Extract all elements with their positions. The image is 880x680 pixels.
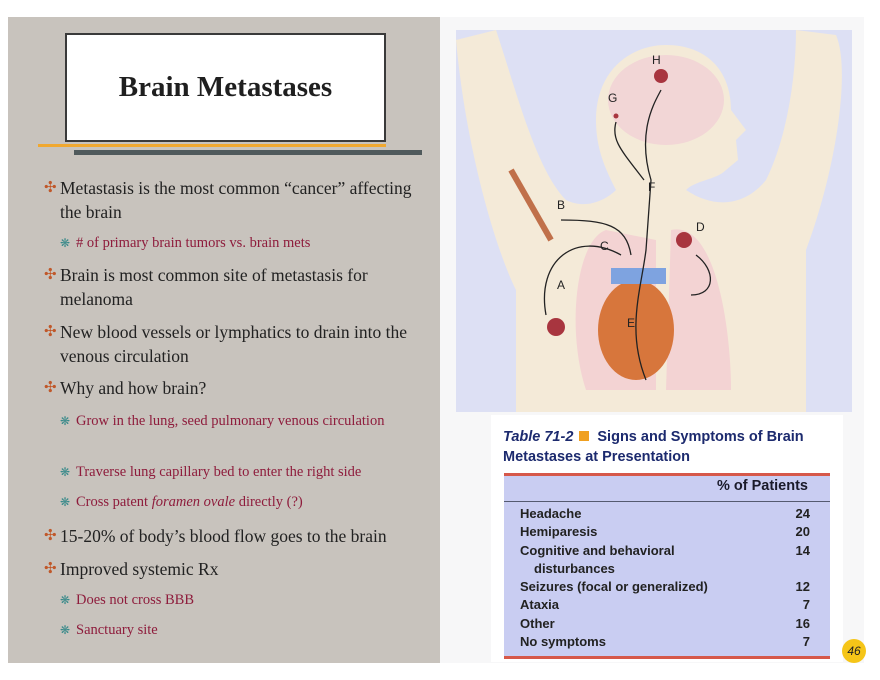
square-icon [579,431,589,441]
label-b: B [557,198,566,212]
bullet-icon: ✣ [44,561,57,577]
sub-bullet-icon: ❋ [60,593,71,607]
body-diagram [456,30,852,412]
label-g: G [608,91,618,105]
table-row: Other 16 [520,616,810,631]
symptoms-table [491,415,843,662]
bullet-icon: ✣ [44,180,57,196]
table-row: Hemiparesis 20 [520,524,810,539]
brain [608,55,724,145]
table-body [504,473,830,659]
bullet-icon: ✣ [44,380,57,396]
table-caption: Table 71-2 Signs and Symptoms of Brain Metastases at Presentation [503,429,804,465]
lung-metastasis [676,232,692,248]
label-e: E [627,316,636,330]
label-d: D [696,220,705,234]
header-divider [504,501,830,502]
page-number: 46 [842,639,866,663]
sub-bullet-icon: ❋ [60,414,71,428]
bullet-icon: ✣ [44,267,57,283]
sub-bullet: ❋ Does not cross BBB [60,590,420,611]
table-row: Cognitive and behavioral 14 disturbances [520,543,810,576]
bullet: ✣ Brain is most common site of metastasis for melanoma [44,265,368,309]
label-f: F [648,180,656,194]
bullet: ✣ New blood vessels or lymphatics to drain into the venous circulation [44,322,408,366]
bullet: ✣ 15-20% of body’s blood flow goes to the brain [44,526,387,546]
sub-bullet: ❋ Traverse lung capillary bed to enter the right side [60,462,420,483]
bullet-icon: ✣ [44,528,57,544]
sub-bullet-icon: ❋ [60,495,71,509]
label-a: A [557,278,566,292]
title-underline-orange [38,144,386,147]
breast-tumor [547,318,565,336]
label-c: C [600,239,609,253]
table-row: Headache 24 [520,506,810,521]
column-header: % of Patients [716,478,808,494]
table-row: Ataxia 7 [520,597,810,612]
bullet-icon: ✣ [44,324,57,340]
bullet: ✣ Why and how brain? [44,378,207,398]
sub-bullet: ❋ Cross patent foramen ovale directly (?) [60,492,420,513]
metastasis-pathway-illustration [456,30,852,412]
title-underline-dark [74,150,422,155]
brain-metastasis-h [654,69,668,83]
sub-bullet: ❋ Sanctuary site [60,620,420,641]
sub-bullet-icon: ❋ [60,623,71,637]
slide-title: Brain Metastases [118,71,333,103]
sub-bullet-icon: ❋ [60,465,71,479]
table-row: No symptoms 7 [520,634,810,649]
bullet: ✣ Improved systemic Rx [44,559,219,579]
vessel [611,268,666,284]
bullet: ✣ Metastasis is the most common “cancer” affecting the brain [44,178,412,222]
brain-metastasis-g [614,114,619,119]
sub-bullet: ❋ Grow in the lung, seed pulmonary venous circulation [60,411,420,432]
table-row: Seizures (focal or generalized) 12 [520,579,810,594]
title-box [65,33,386,142]
sub-bullet: ❋ # of primary brain tumors vs. brain mets [60,233,420,254]
sub-bullet-icon: ❋ [60,236,71,250]
label-h: H [652,53,661,67]
